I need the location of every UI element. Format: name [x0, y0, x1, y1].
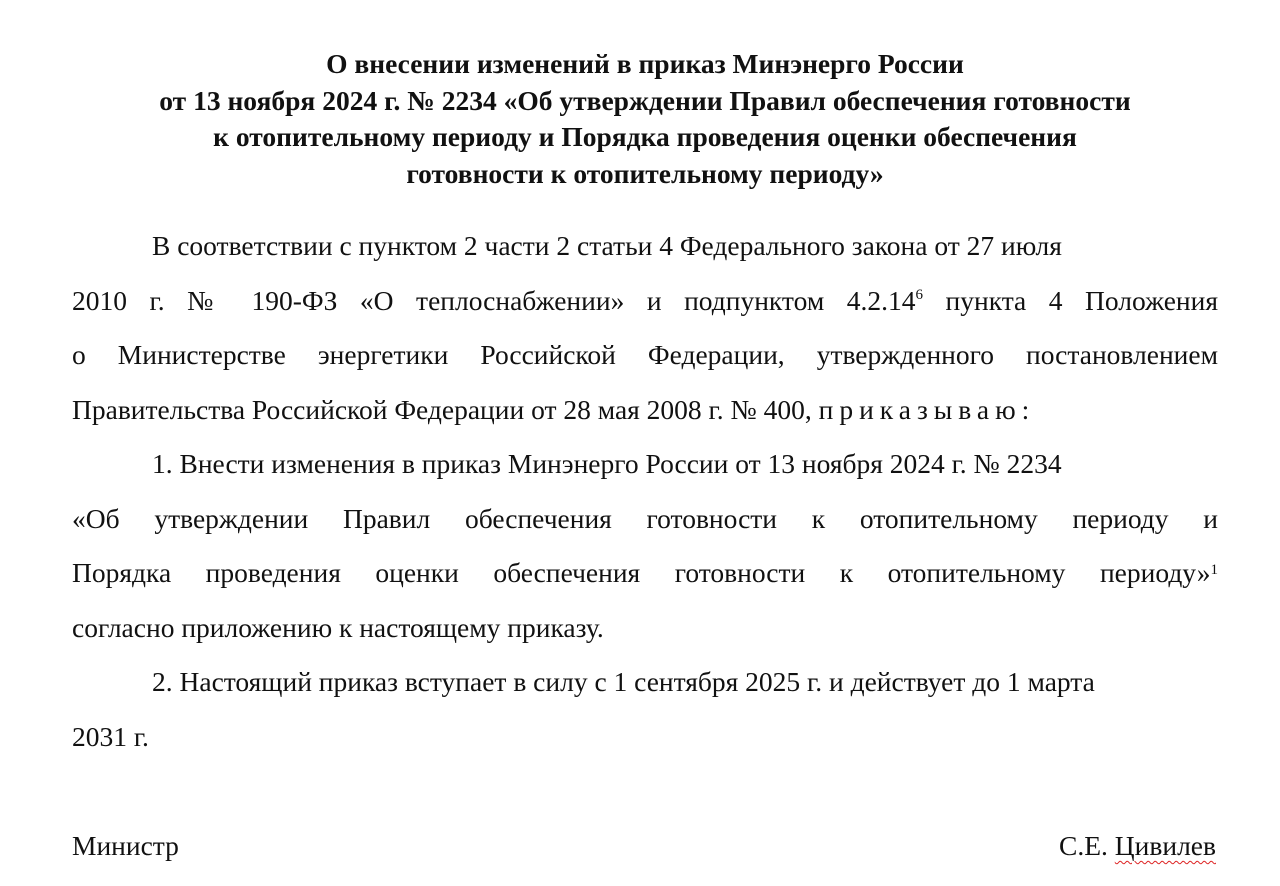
- item-2-paragraph: [72, 655, 1218, 764]
- item-1-line-2: «Об утверждении Правил обеспечения готовности к отопительному периоду и: [72, 502, 1218, 534]
- item-1-line-1: 1. Внести изменения в приказ Минэнерго России от 13 ноября 2024 г. № 2234: [152, 448, 1062, 479]
- preamble-line-4: [72, 383, 1218, 438]
- item-1-line-3: [72, 546, 1218, 601]
- signer-name: [1059, 826, 1216, 866]
- preamble-line-3: о Министерстве энергетики Российской Федерации, утвержденного постановлением: [72, 339, 1218, 370]
- title-line-3: к отопительному периоду и Порядка проведения оценки обеспечения: [213, 121, 1077, 152]
- title-line-2: от 13 ноября 2024 г. № 2234 «Об утверждении Правил обеспечения готовности: [159, 84, 1131, 116]
- item-1-line-3-text: Порядка проведения оценки обеспечения готовности к отопительному периоду»: [72, 557, 1211, 588]
- order-word: приказываю:: [818, 393, 1036, 425]
- preamble-line-2: [72, 274, 1218, 329]
- item-2-line-1: 2. Настоящий приказ вступает в силу с 1 сентября 2025 г. и действует до 1 марта: [152, 666, 1095, 697]
- footnote-ref-1: 1: [1210, 562, 1218, 578]
- title-line-4: готовности к отопительному периоду»: [406, 157, 884, 189]
- preamble-line-2-text: 2010 г. № 190-ФЗ «О теплоснабжении» и подпунктом 4.2.14: [72, 284, 916, 316]
- preamble-line-4-text: Правительства Российской Федерации от 28 мая 2008 г. № 400,: [72, 393, 819, 425]
- signer-surname: Цивилев: [1114, 830, 1216, 861]
- preamble-paragraph: [72, 219, 1218, 437]
- document-page: [72, 0, 1218, 886]
- item-2-line-2: 2031 г.: [72, 720, 149, 752]
- item-1-paragraph: [72, 437, 1218, 655]
- superscript-6: 6: [915, 286, 923, 303]
- signer-role: Министр: [72, 830, 179, 861]
- signer-initials: С.Е.: [1059, 830, 1115, 861]
- preamble-line-1: В соответствии с пунктом 2 части 2 статьи 4 Федерального закона от 27 июля: [152, 230, 1062, 261]
- item-1-line-4: согласно приложению к настоящему приказу.: [72, 611, 604, 643]
- preamble-line-2-rest: пункта 4 Положения: [923, 284, 1219, 316]
- document-body: [72, 219, 1218, 764]
- title-line-1: О внесении изменений в приказ Минэнерго России: [326, 48, 964, 79]
- document-title: [72, 46, 1218, 192]
